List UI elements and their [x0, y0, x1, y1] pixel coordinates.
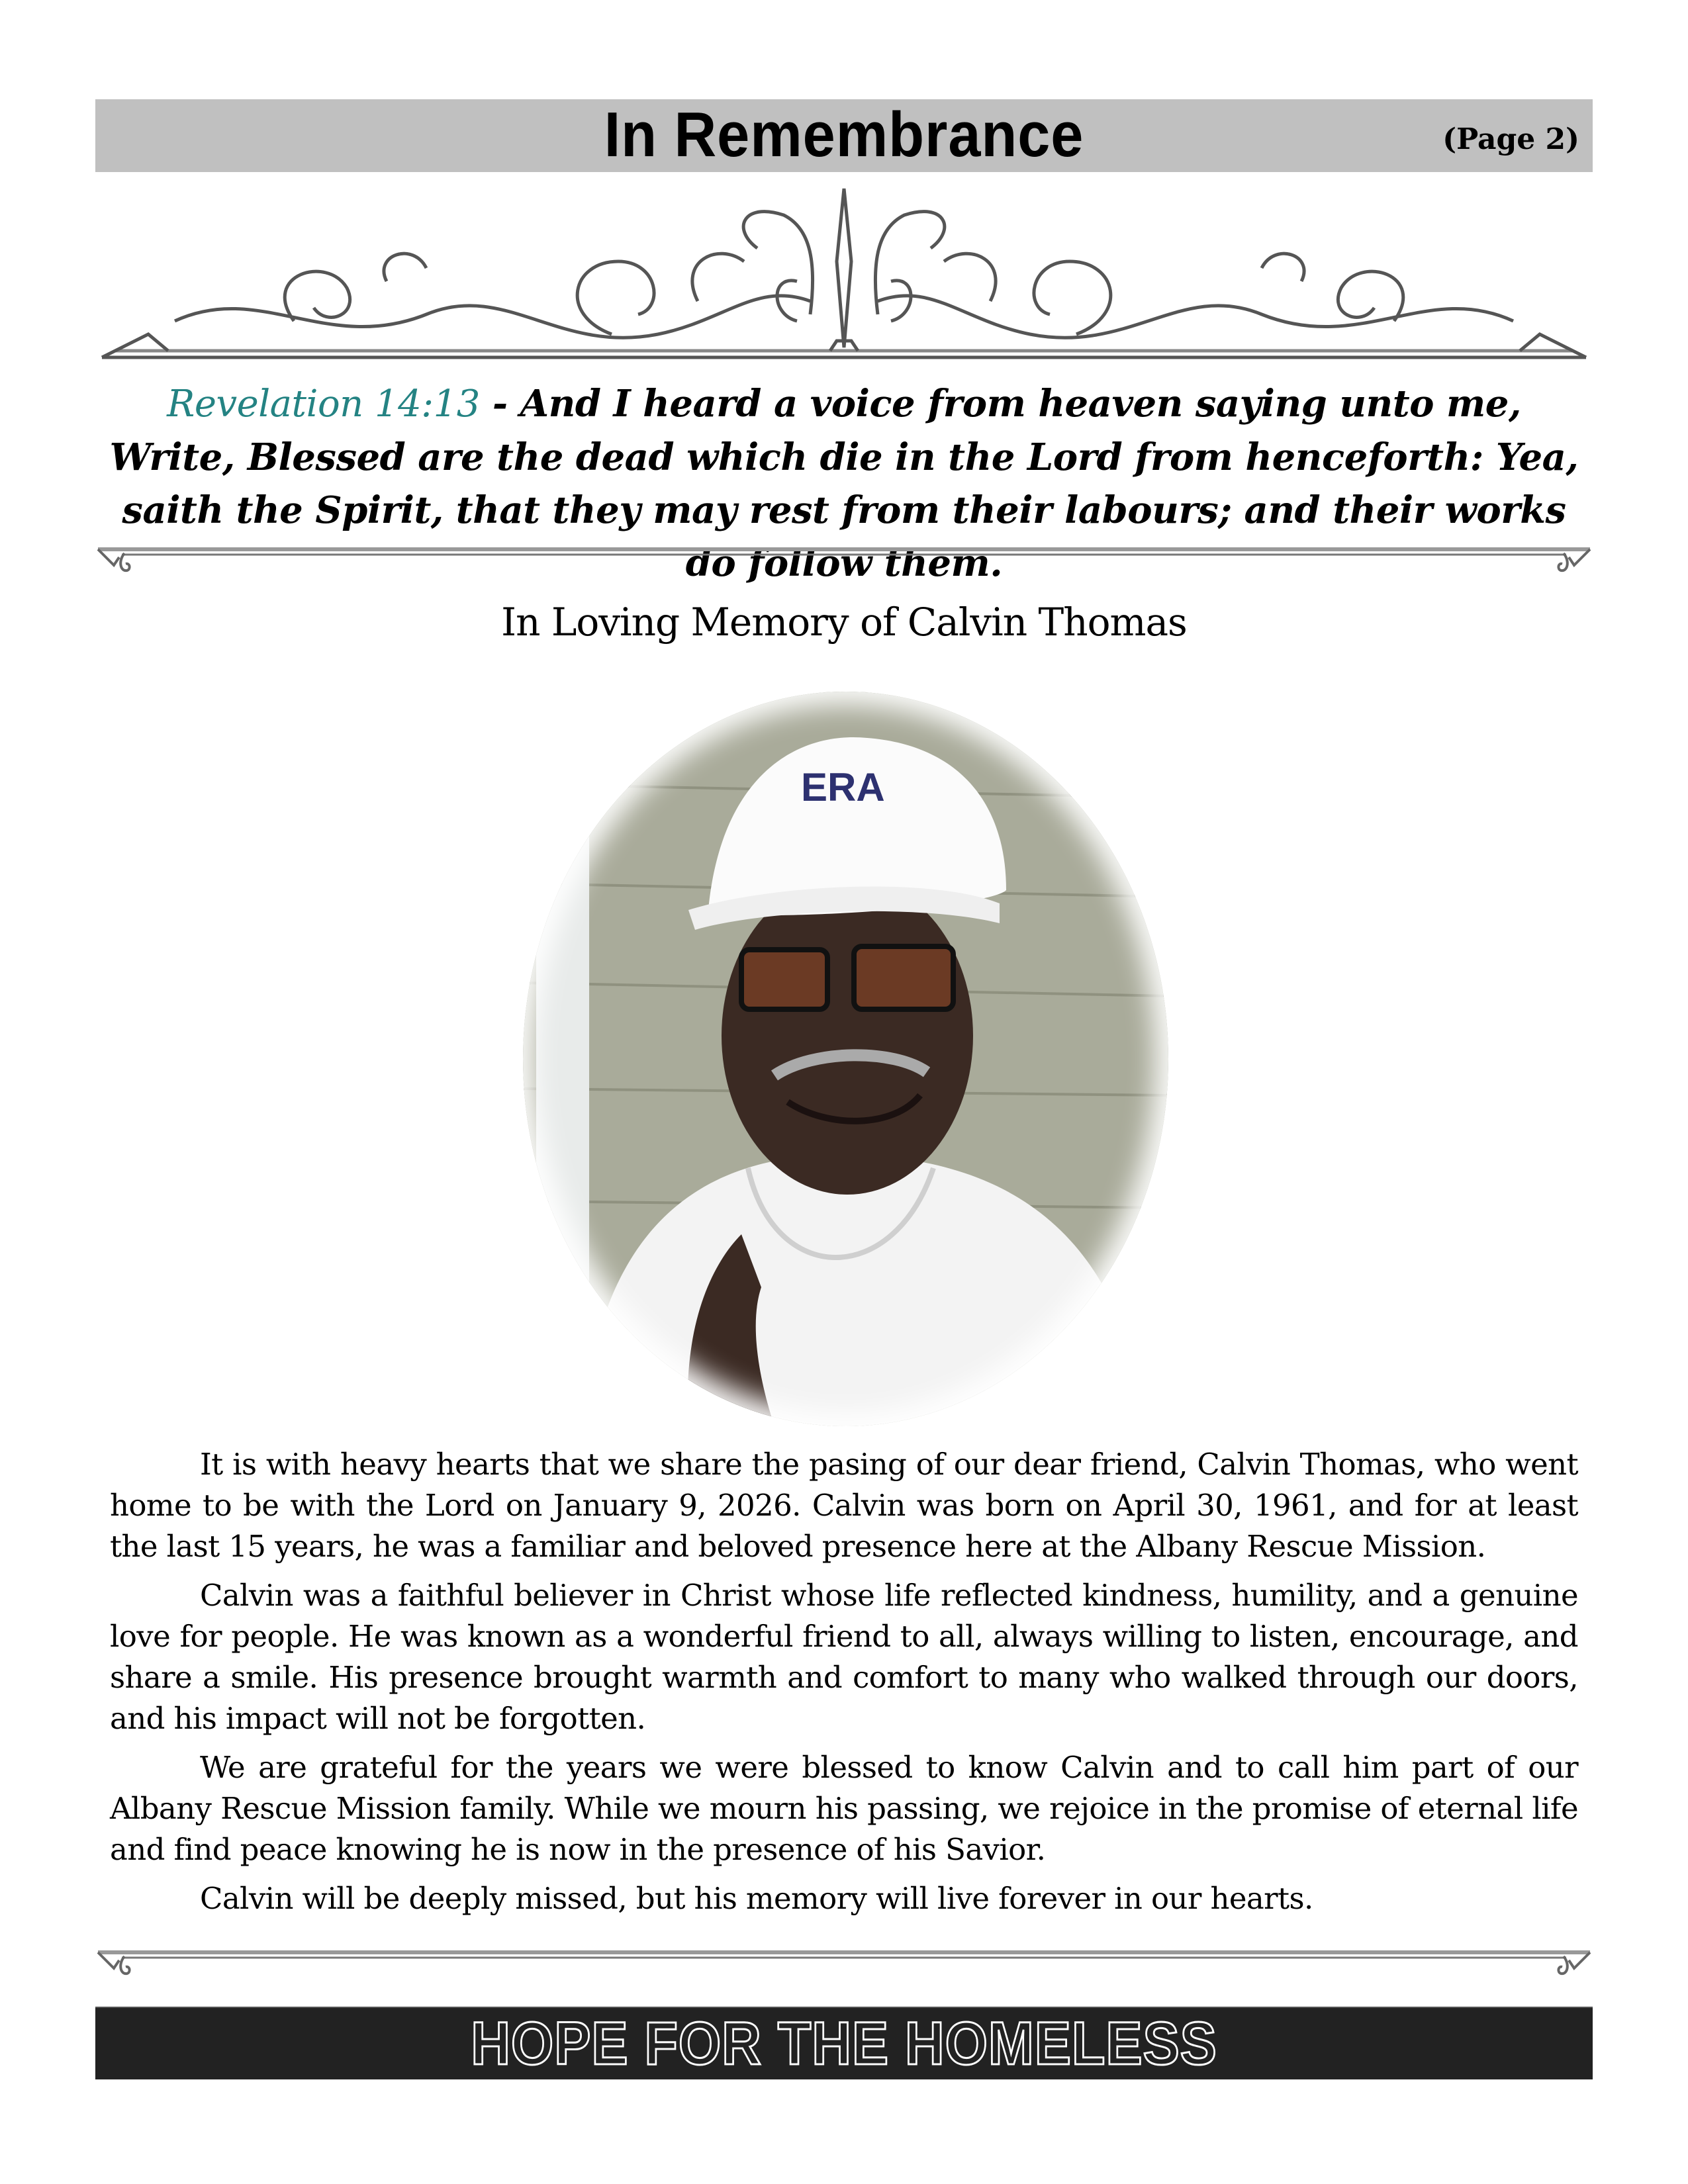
- body-paragraph: It is with heavy hearts that we share the pasing of our dear friend, Calvin Thomas, who went home to be with the Lord on January 9, 2026. Calvin was born on April 30, 1961, and for at least the last 15 years, he was a familiar and beloved presence here at the Albany Rescue Mission.: [110, 1447, 1578, 1564]
- footer-banner-text: HOPE FOR THE HOMELESS: [471, 2010, 1217, 2077]
- cap-logo-text: ERA: [801, 765, 885, 809]
- memorial-title: In Loving Memory of Calvin Thomas: [501, 600, 1187, 645]
- footer-banner: [95, 2007, 1593, 2079]
- page-number-label: (Page 2): [1442, 122, 1579, 156]
- verse-text: And I heard a voice from heaven saying unto me, Write, Blessed are the dead which die in the Lord from henceforth: Yea, saith the Spirit, that they may rest from their labours; and their works do follow them.: [109, 382, 1579, 585]
- body-paragraph: We are grateful for the years we were blessed to know Calvin and to call him part of our Albany Rescue Mission family. While we mourn his passing, we rejoice in the promise of eternal life and find peace knowing he is now in the presence of his Savior.: [110, 1750, 1578, 1867]
- divider-ornament-icon: [95, 1946, 1593, 1985]
- body-paragraph: Calvin was a faithful believer in Christ whose life reflected kindness, humility, and a genuine love for people. He was known as a wonderful friend to all, always willing to listen, encourage, and share a smile. His presence brought warmth and comfort to many who walked through our doors, and his impact will not be forgotten.: [110, 1578, 1578, 1736]
- scroll-ornament-icon: [95, 182, 1593, 374]
- divider-ornament-icon: [95, 543, 1593, 582]
- verse-reference: Revelation 14:13: [167, 383, 480, 426]
- page-title: In Remembrance: [604, 99, 1084, 170]
- verse-separator: -: [479, 382, 520, 426]
- memorial-body: [110, 1444, 1578, 1927]
- body-paragraph: Calvin will be deeply missed, but his memory will live forever in our hearts.: [200, 1881, 1313, 1916]
- header-bar: [95, 99, 1593, 172]
- memorial-photo: [523, 692, 1168, 1426]
